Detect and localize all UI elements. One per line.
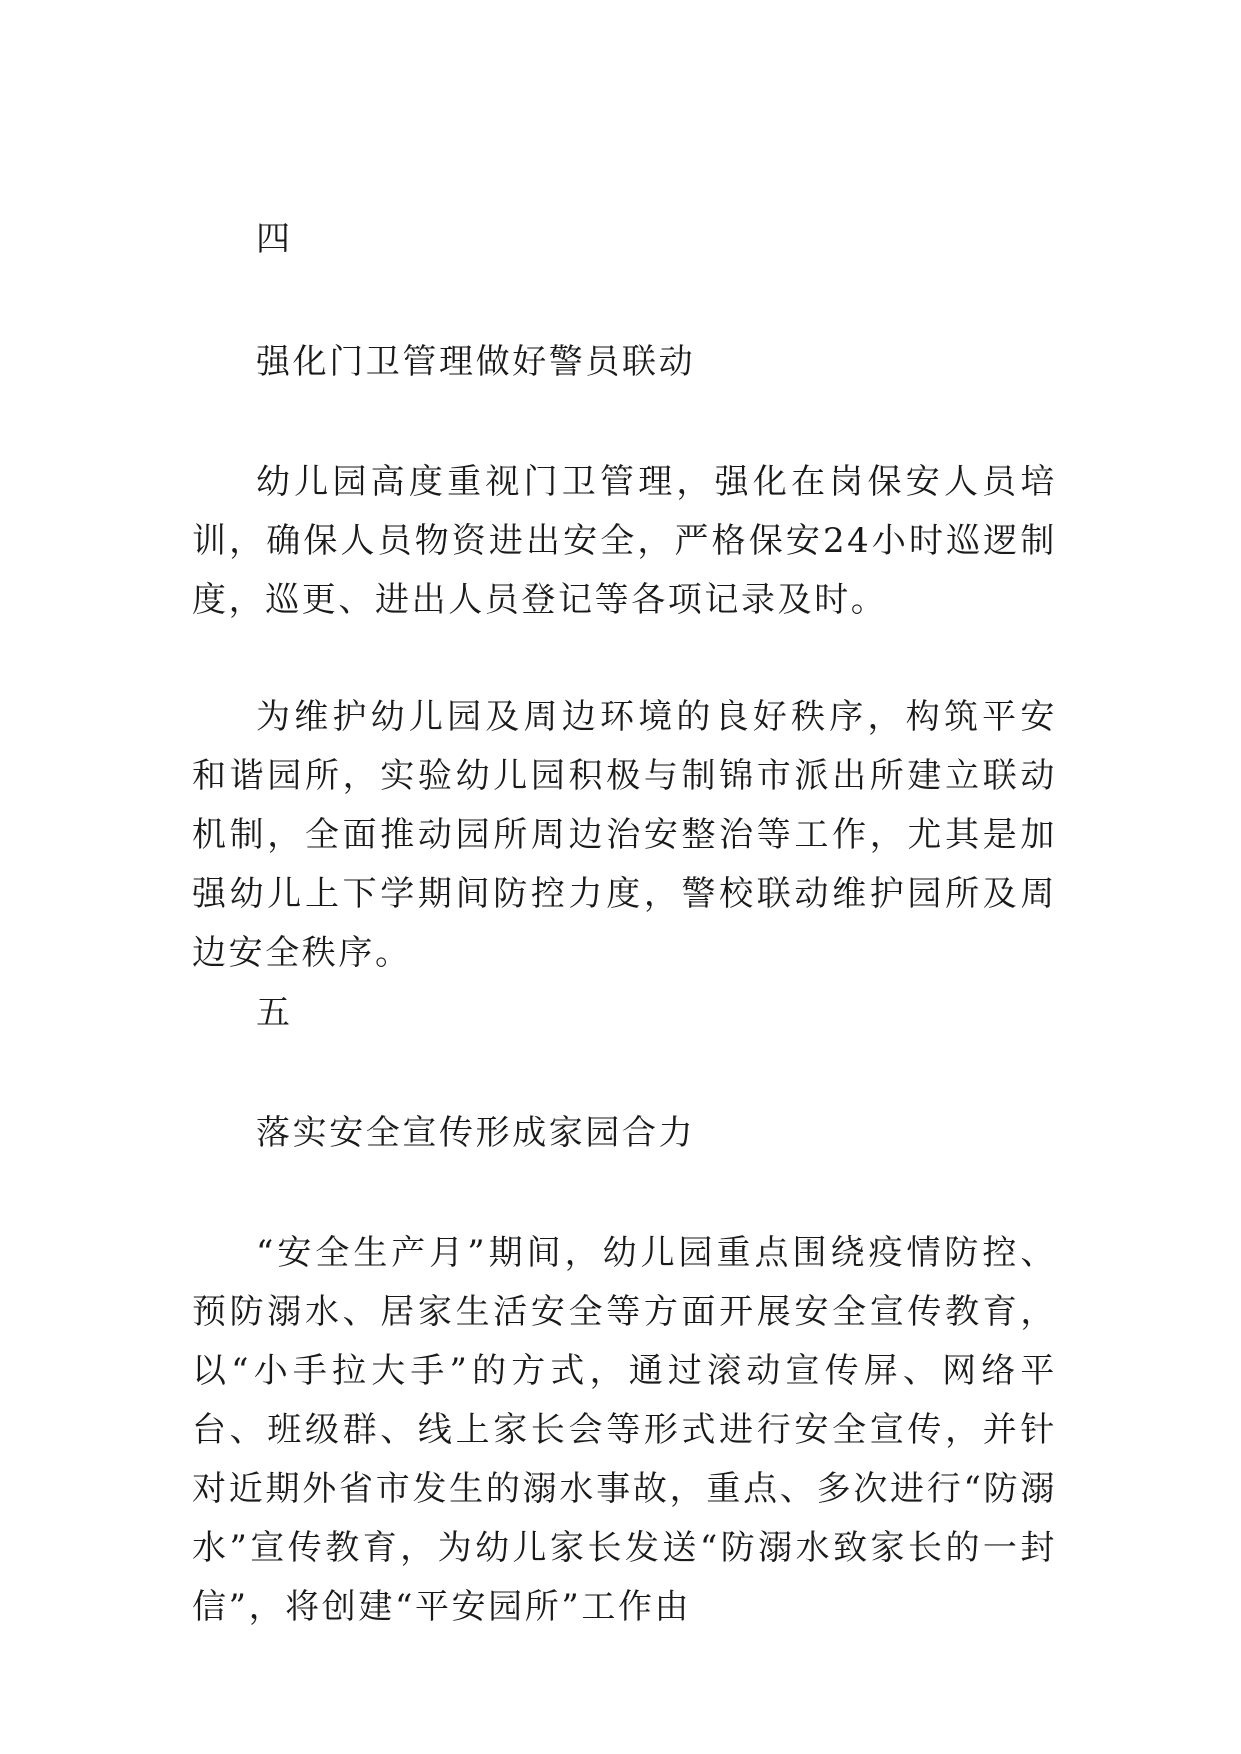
section-number-5: 五 [256,993,293,1033]
paragraph-police-linkage: 为维护幼儿园及周边环境的良好秩序，构筑平安和谐园所，实验幼儿园积极与制锦市派出所建立联动机制，全面推动园所周边治安整治等工作，尤其是加强幼儿上下学期间防控力度，警校联动维护园所及周边安全秩序。 [192,697,1057,973]
paragraph-gate-management: 幼儿园高度重视门卫管理，强化在岗保安人员培训，确保人员物资进出安全，严格保安24小时巡逻制度，巡更、进出人员登记等各项记录及时。 [192,462,1057,620]
section-number-4: 四 [256,219,293,259]
paragraph-safety-publicity: “安全生产月”期间，幼儿园重点围绕疫情防控、预防溺水、居家生活安全等方面开展安全宣传教育，以“小手拉大手”的方式，通过滚动宣传屏、网络平台、班级群、线上家长会等形式进行安全宣传，并针对近期外省市发生的溺水事故，重点、多次进行“防溺水”宣传教育，为幼儿家长发送“防溺水致家长的一封信”，将创建“平安园所”工作由 [192,1233,1057,1627]
section-heading-5: 落实安全宣传形成家园合力 [256,1113,696,1153]
section-heading-4: 强化门卫管理做好警员联动 [256,342,696,382]
